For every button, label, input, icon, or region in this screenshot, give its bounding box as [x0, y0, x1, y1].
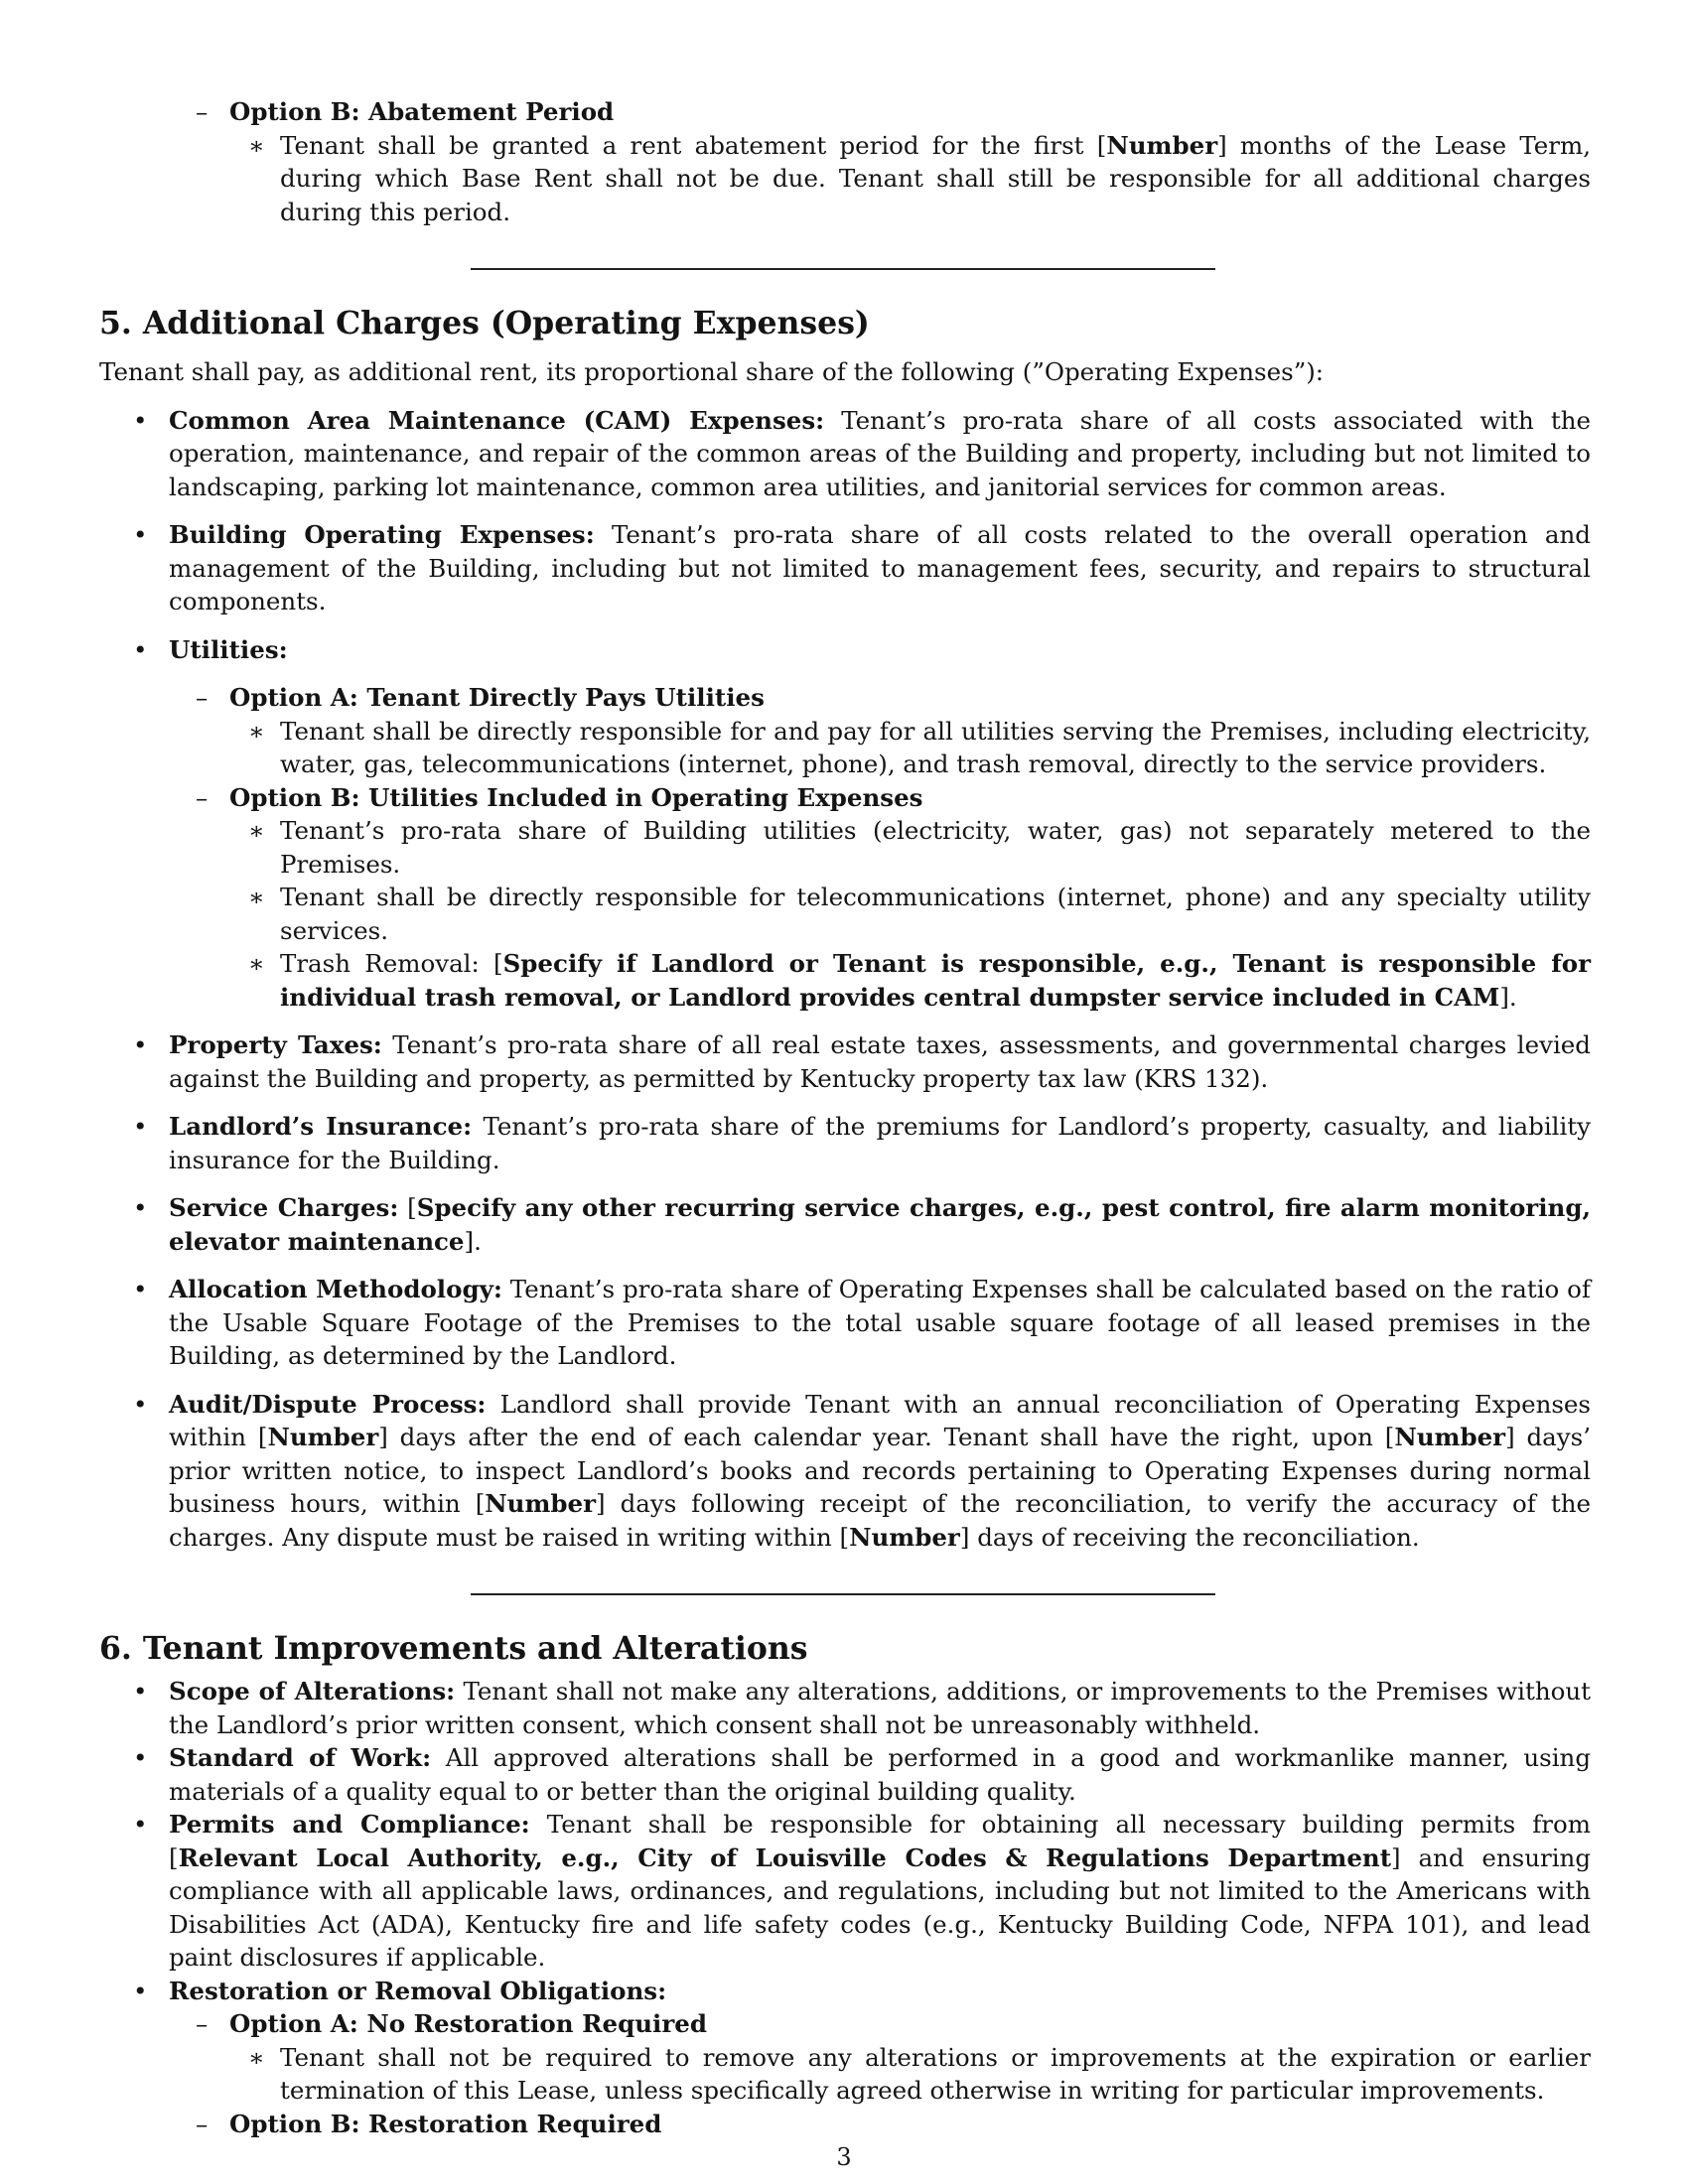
section-heading: 5. Additional Charges (Operating Expenses) — [99, 305, 870, 341]
list-item: ∗ Tenant shall not be required to remove any alterations or improvements at the expiration or earlier termination of this Lease, unless specifically agreed otherwise in writing for particular improvements. — [248, 2042, 1591, 2105]
list-item: • Scope of Alterations: Tenant shall not make any alterations, additions, or improvements to the Premises without the Landlord’s prior written consent, which consent shall not be unreasonably withheld. — [133, 1677, 1591, 1739]
list-item: • Audit/Dispute Process: Landlord shall provide Tenant with an annual reconciliation of Operating Expenses within [Number] days after the end of each calendar year. Tenant shall have the right, upon [Number] days’ prior written notice, to inspect Landlord’s books and records pertaining to Operating Expenses during normal business hours, within [Number] days following receipt of the reconciliation, to verify the accuracy of the charges. Any dispute must be raised in writing within [Number] days of receiving the reconciliation. — [133, 1389, 1592, 1552]
list-item: ∗ Tenant shall be directly responsible for telecommunications (internet, phone) and any specialty utility services. — [248, 883, 1591, 945]
bullet-marker: • — [133, 1743, 148, 1772]
document-page — [99, 95, 1591, 2140]
option-b-abatement — [99, 95, 1591, 129]
asterisk-marker: ∗ — [248, 2042, 265, 2072]
list-item: • Restoration or Removal Obligations: — [99, 1975, 1591, 2008]
list-item: • Allocation Methodology: Tenant’s pro-rata share of Operating Expenses shall be calculated based on the ratio of the Usable Square Footage of the Premises to the total usable square footage of all leased premises in the Building, as determined by the Landlord. — [133, 1275, 1591, 1370]
bullet-marker: • — [133, 1677, 148, 1706]
list-item: • Property Taxes: Tenant’s pro-rata share of all real estate taxes, assessments, and governmental charges levied against the Building and property, as permitted by Kentucky property tax law (KRS 132). — [133, 1030, 1591, 1093]
option-a-restoration: – Option A: No Restoration Required — [99, 2007, 1591, 2041]
list-item: ∗ Tenant’s pro-rata share of Building utilities (electricity, water, gas) not separately metered to the Premises. — [248, 816, 1591, 879]
list-item: • Landlord’s Insurance: Tenant’s pro-rata share of the premiums for Landlord’s property, casualty, and liability insurance for the Building. — [133, 1112, 1592, 1174]
option-title: Option B: Abatement Period — [229, 97, 615, 126]
section-divider — [471, 1593, 1215, 1595]
list-item: ∗ Tenant shall be granted a rent abatement period for the first [Number] months of the Lease Term, during which Base Rent shall not be due. Tenant shall still be responsible for all additional charges during this period. — [248, 130, 1591, 226]
section-divider — [471, 268, 1215, 270]
page-number: 3 — [836, 2143, 852, 2171]
list-item: ∗ Trash Removal: [Specify if Landlord or Tenant is responsible, e.g., Tenant is responsible for individual trash removal, or Landlord provides central dumpster service included in CAM]. — [248, 949, 1591, 1012]
bullet-marker: • — [133, 1193, 148, 1222]
option-a-utilities: – Option A: Tenant Directly Pays Utilities — [99, 681, 1591, 715]
list-item: • Service Charges: [Specify any other recurring service charges, e.g., pest control, fire alarm monitoring, elevator maintenance]. — [133, 1193, 1591, 1256]
bullet-marker: • — [133, 1810, 148, 1839]
option-b-utilities: – Option B: Utilities Included in Operating Expenses — [99, 781, 1591, 815]
placeholder-number: Number — [1106, 130, 1218, 160]
list-item: • Common Area Maintenance (CAM) Expenses: Tenant’s pro-rata share of all costs associated with the operation, maintenance, and repair of the common areas of the Building and property, including but not limited to landscaping, parking lot maintenance, common area utilities, and janitorial services for common areas. — [133, 405, 1591, 501]
section-intro: Tenant shall pay, as additional rent, its proportional share of the following (”Operating Expenses”): — [99, 357, 1325, 386]
bullet-marker: • — [133, 520, 148, 549]
asterisk-marker: ∗ — [248, 716, 265, 746]
list-item: • Permits and Compliance: Tenant shall be responsible for obtaining all necessary building permits from [Relevant Local Authority, e.g., City of Louisville Codes & Regulations Department] and ensuring compliance with all applicable laws, ordinances, and regulations, including but not limited to the Americans with Disabilities Act (ADA), Kentucky fire and life safety codes (e.g., Kentucky Building Code, NFPA 101), and lead paint disclosures if applicable. — [133, 1810, 1592, 1972]
bullet-marker: • — [133, 1030, 148, 1059]
dash-marker: – — [196, 782, 209, 812]
bullet-marker: • — [133, 1275, 148, 1303]
dash-marker: – — [196, 97, 209, 126]
asterisk-marker: ∗ — [248, 883, 265, 911]
section-heading: 6. Tenant Improvements and Alterations — [99, 1630, 808, 1667]
list-item: ∗ Tenant shall be directly responsible for and pay for all utilities serving the Premises, including electricity, water, gas, telecommunications (internet, phone), and trash removal, directly to the service providers. — [248, 716, 1591, 778]
bullet-marker: • — [133, 1389, 148, 1419]
list-item: • Standard of Work: All approved alterations shall be performed in a good and workmanlike manner, using materials of a quality equal to or better than the original building quality. — [133, 1743, 1592, 1806]
bullet-marker: • — [133, 405, 148, 435]
asterisk-marker: ∗ — [248, 130, 265, 160]
option-b-restoration: – Option B: Restoration Required — [99, 2108, 1591, 2141]
list-item: • Utilities: — [99, 633, 1591, 667]
bullet-marker: • — [133, 1976, 148, 2005]
bullet-marker: • — [133, 634, 148, 664]
dash-marker: – — [196, 2109, 209, 2138]
asterisk-marker: ∗ — [248, 949, 265, 978]
dash-marker: – — [196, 2009, 209, 2038]
bullet-marker: • — [133, 1112, 148, 1141]
asterisk-marker: ∗ — [248, 816, 265, 845]
dash-marker: – — [196, 683, 209, 712]
list-item: • Building Operating Expenses: Tenant’s pro-rata share of all costs related to the overall operation and management of the Building, including but not limited to management fees, security, and repairs to structural components. — [133, 520, 1591, 615]
